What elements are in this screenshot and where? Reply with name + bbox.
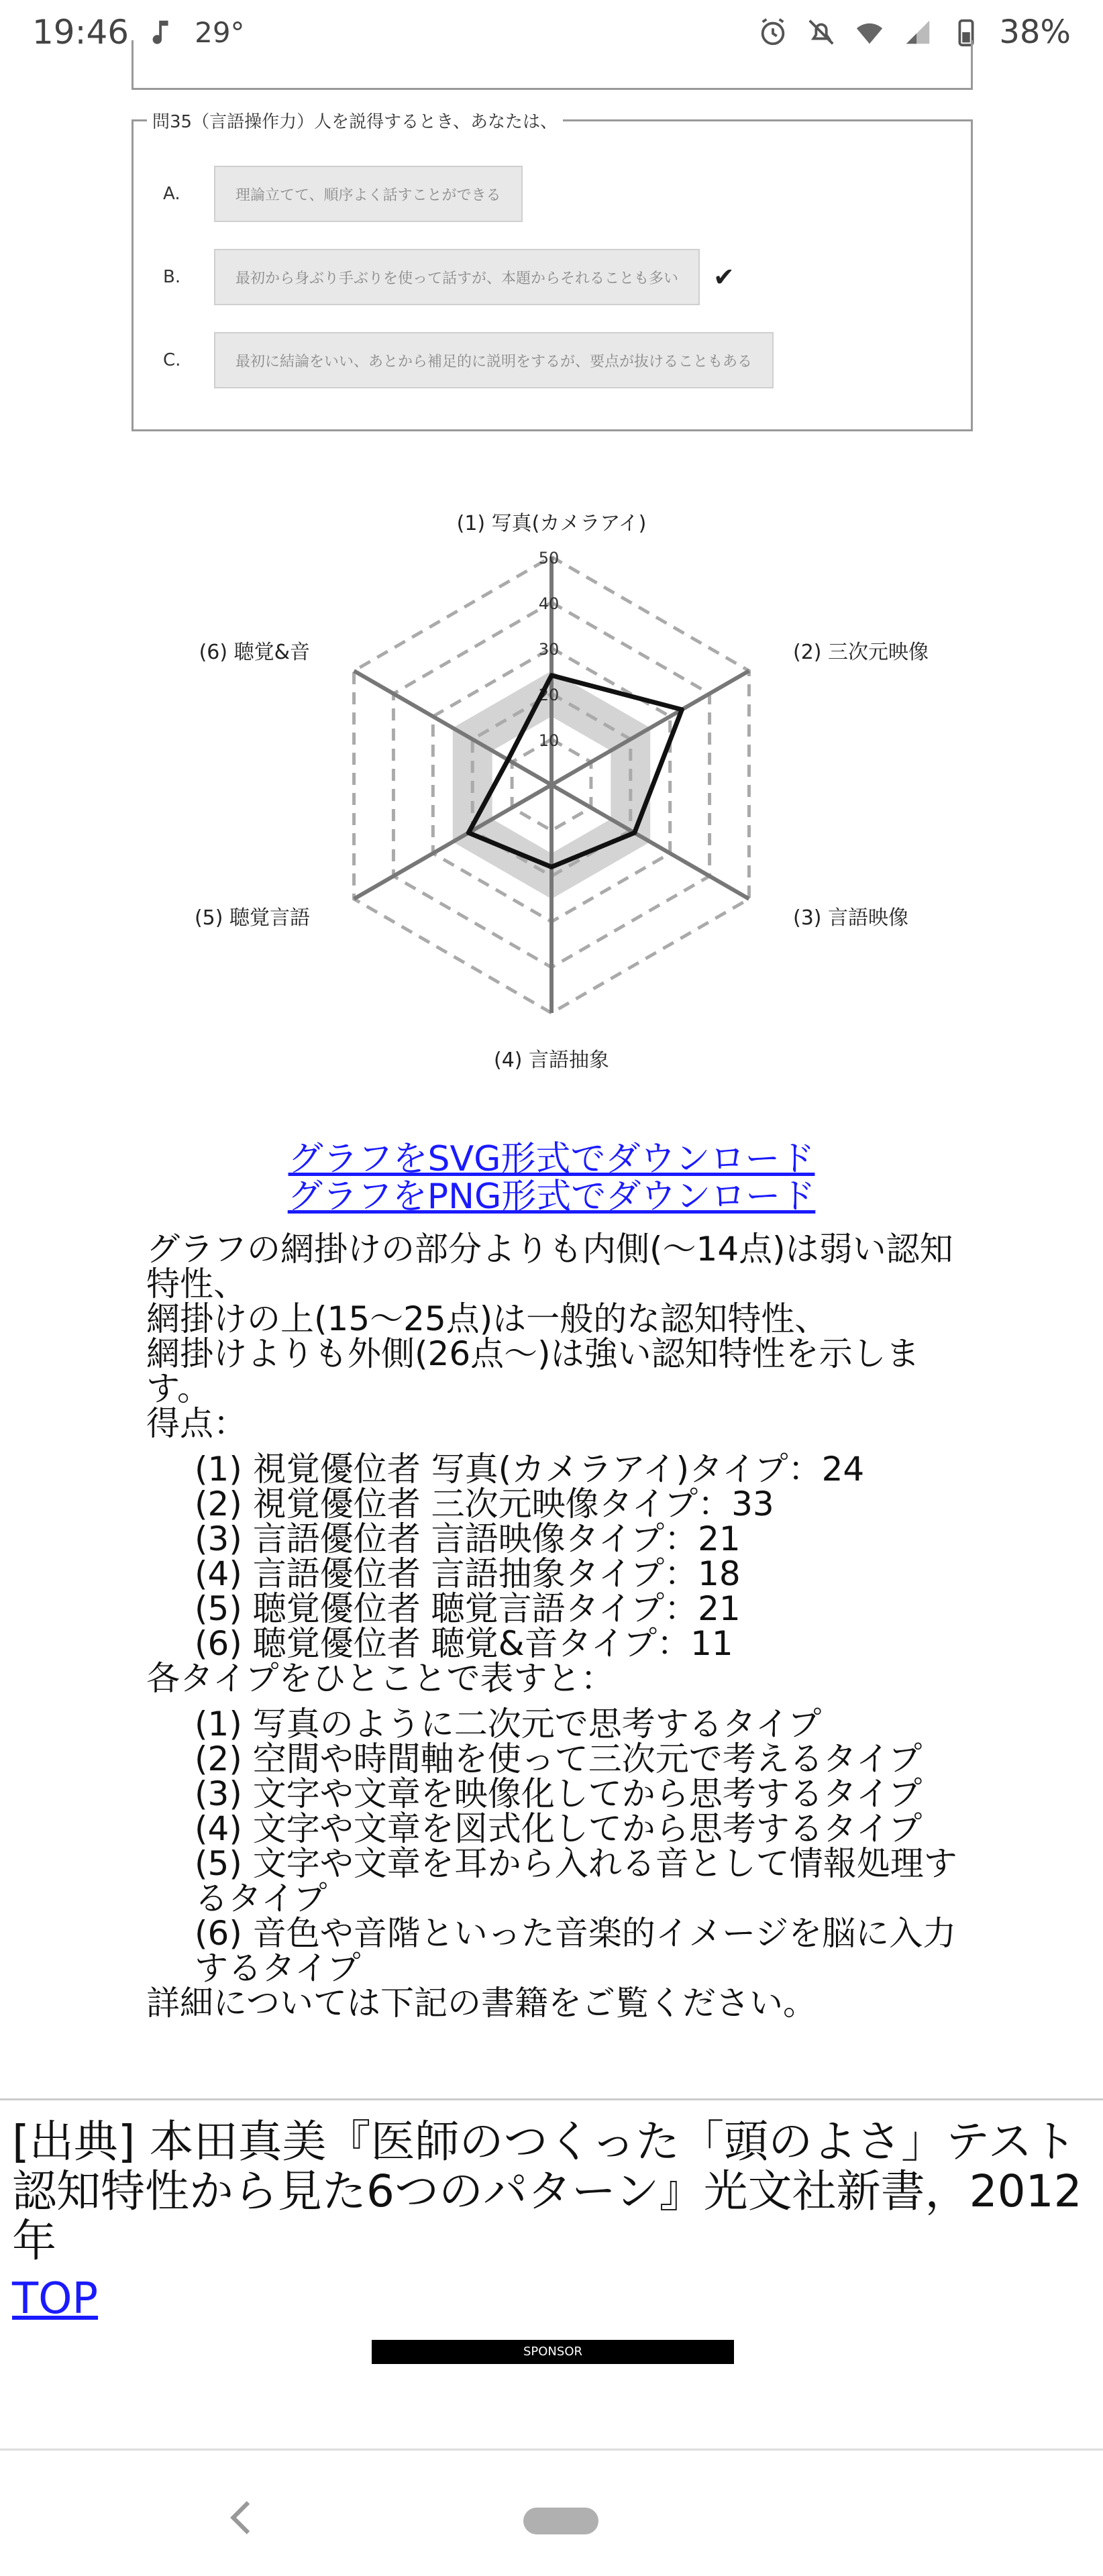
divider <box>0 2098 1103 2100</box>
home-pill-button[interactable] <box>523 2508 598 2534</box>
scores-list <box>195 1452 971 1661</box>
check-mark-icon: ✔ <box>713 262 735 292</box>
score-item: (5) 聴覚優位者 聴覚言語タイプ：21 <box>195 1589 741 1628</box>
option-c <box>163 332 774 388</box>
score-item: (2) 視覚優位者 三次元映像タイプ：33 <box>195 1485 774 1523</box>
axis-label: (4) 言語抽象 <box>493 1049 610 1072</box>
source-citation: [出典] 本田真美『医師のつくった「頭のよさ」テスト 認知特性から見た6つのパターン』光文社新書，2012年 <box>12 2116 1082 2267</box>
explanation-line-2: 網掛けの上(15〜25点)は一般的な認知特性、 <box>146 1299 829 1338</box>
axis-label: (2) 三次元映像 <box>793 641 929 664</box>
type-item: (6) 音色や音階といった音楽的イメージを脳に入力するタイプ <box>195 1914 957 1988</box>
status-battery: 38% <box>999 13 1071 51</box>
sponsor-banner[interactable]: SPONSOR <box>372 2340 734 2364</box>
type-item: (4) 文字や文章を図式化してから思考するタイプ <box>195 1809 923 1848</box>
score-item: (4) 言語優位者 言語抽象タイプ：18 <box>195 1554 741 1593</box>
option-letter: C. <box>163 350 181 370</box>
types-list <box>195 1707 971 1986</box>
previous-question-box <box>132 40 973 90</box>
axis-label: (3) 言語映像 <box>793 906 909 930</box>
tick-label: 50 <box>538 549 560 568</box>
download-png-link[interactable]: グラフをPNG形式でダウンロード <box>287 1177 816 1217</box>
download-links <box>0 1140 1103 1216</box>
tick-label: 10 <box>538 731 560 750</box>
score-item: (6) 聴覚優位者 聴覚&音タイプ：11 <box>195 1624 733 1663</box>
option-b-button[interactable]: 最初から身ぶり手ぶりを使って話すが、本題からそれることも多い <box>214 249 700 305</box>
option-a <box>163 166 523 222</box>
detail-note: 詳細については下記の書籍をご覧ください。 <box>146 1984 817 2023</box>
option-c-button[interactable]: 最初に結論をいい、あとから補足的に説明をするが、要点が抜けることもある <box>214 332 774 388</box>
option-a-button[interactable]: 理論立てて、順序よく話すことができる <box>214 166 523 222</box>
result-content <box>146 1232 971 2021</box>
question-legend: 問35（言語操作力）人を説得するとき、あなたは、 <box>147 108 563 133</box>
type-item: (1) 写真のように二次元で思考するタイプ <box>195 1705 822 1743</box>
download-svg-link[interactable]: グラフをSVG形式でダウンロード <box>288 1139 815 1179</box>
axis-label: (1) 写真(カメラアイ) <box>456 512 647 535</box>
top-link[interactable]: TOP <box>12 2274 99 2324</box>
score-item: (3) 言語優位者 言語映像タイプ：21 <box>195 1519 741 1558</box>
radar-chart <box>0 470 1103 1107</box>
navigation-bar <box>0 2449 1103 2576</box>
option-letter: A. <box>163 184 180 204</box>
question-box <box>132 112 973 431</box>
option-b <box>163 249 735 305</box>
axis-label: (5) 聴覚言語 <box>194 906 310 930</box>
tick-label: 40 <box>538 594 560 613</box>
type-item: (3) 文字や文章を映像化してから思考するタイプ <box>195 1774 923 1813</box>
status-time: 19:46 <box>32 13 129 52</box>
type-item: (5) 文字や文章を耳から入れる音として情報処理するタイプ <box>195 1844 957 1918</box>
tick-label: 20 <box>538 686 560 704</box>
scores-heading: 得点： <box>146 1404 247 1443</box>
types-heading: 各タイプをひとことで表すと： <box>146 1659 615 1698</box>
axis-label: (6) 聴覚&音 <box>199 641 310 664</box>
option-letter: B. <box>163 267 181 287</box>
back-icon[interactable] <box>221 2498 262 2538</box>
explanation-line-1: グラフの網掛けの部分よりも内側(〜14点)は弱い認知特性、 <box>146 1230 953 1303</box>
type-item: (2) 空間や時間軸を使って三次元で考えるタイプ <box>195 1739 923 1778</box>
score-item: (1) 視覚優位者 写真(カメラアイ)タイプ：24 <box>195 1450 865 1489</box>
tick-label: 30 <box>538 640 560 659</box>
explanation-line-3: 網掛けよりも外側(26点〜)は強い認知特性を示します。 <box>146 1334 920 1408</box>
status-temperature: 29° <box>195 15 245 49</box>
